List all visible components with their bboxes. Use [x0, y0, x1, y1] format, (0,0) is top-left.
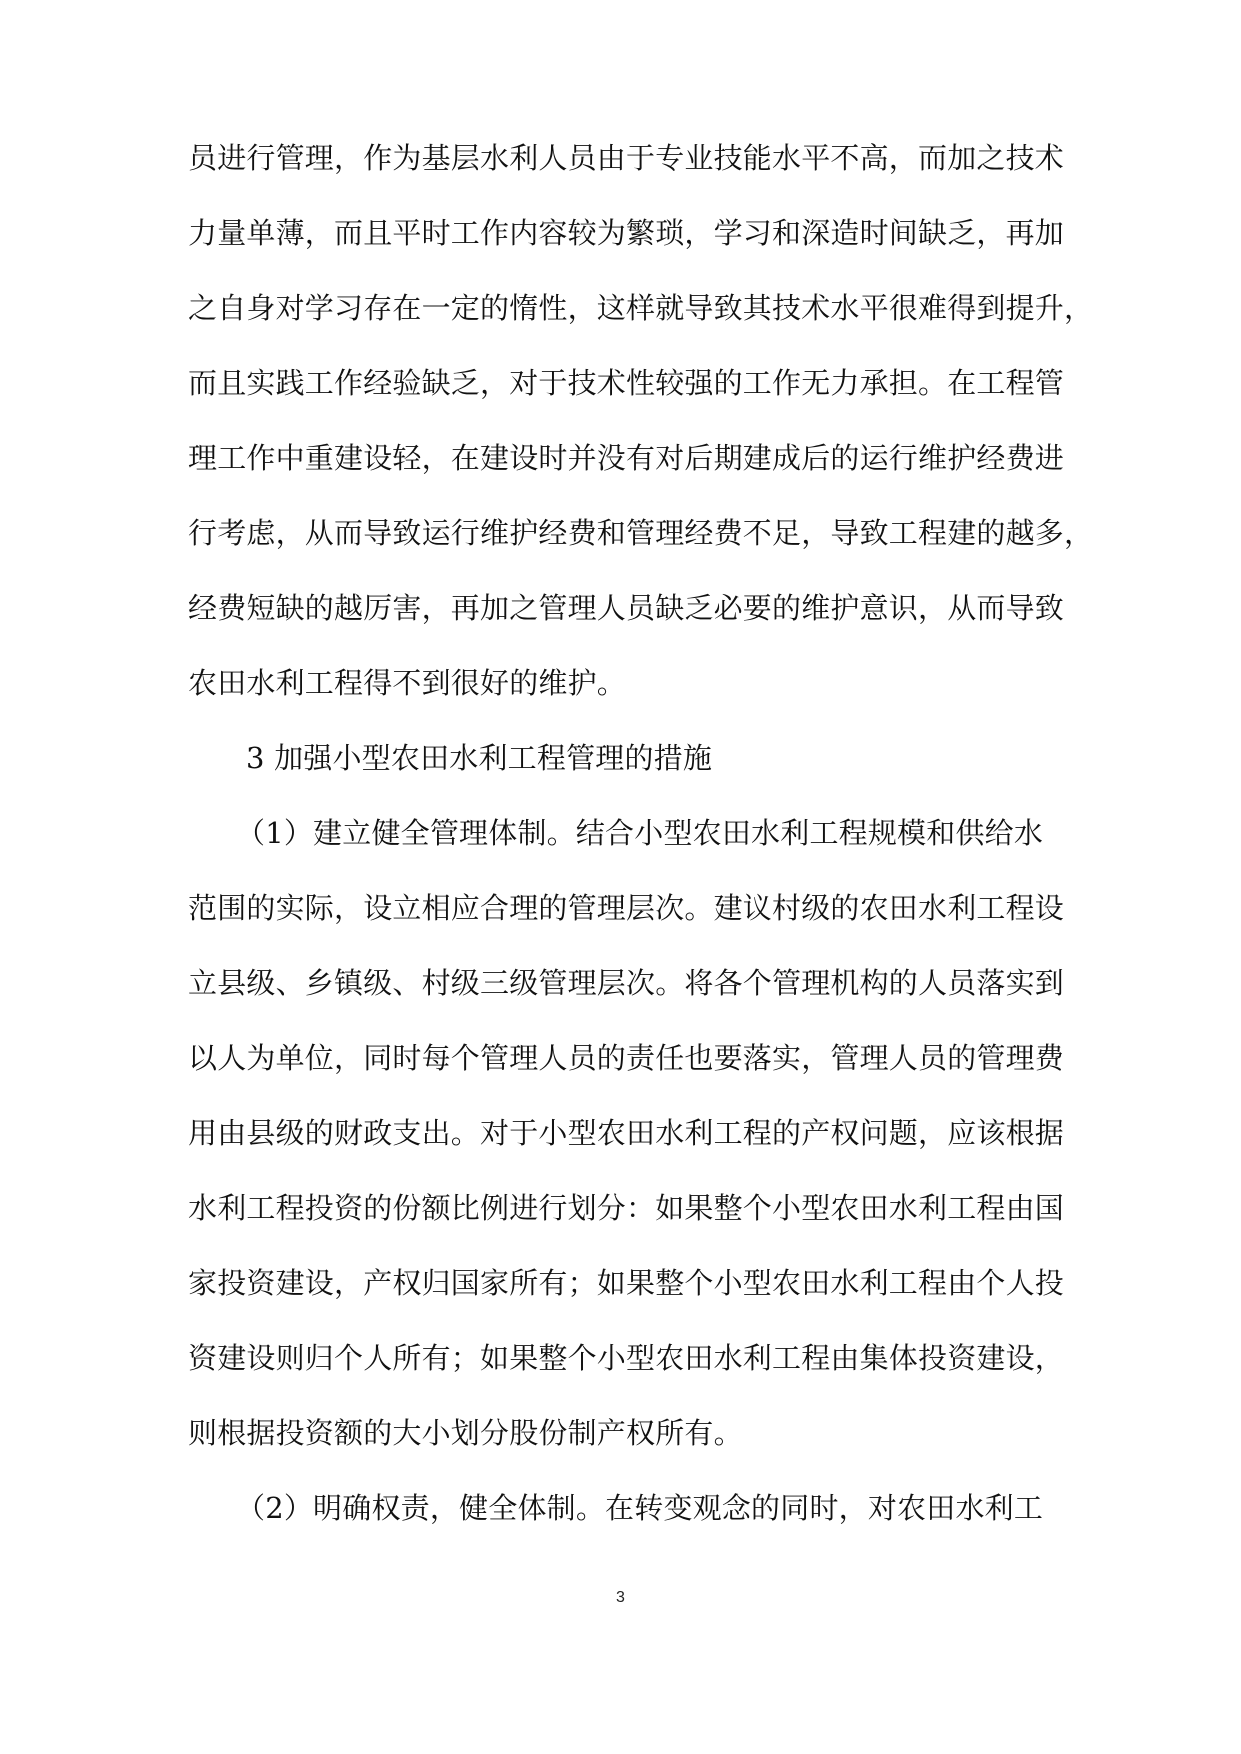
body-line: 力量单薄，而且平时工作内容较为繁琐，学习和深造时间缺乏，再加 [188, 216, 1065, 250]
body-line: 行考虑，从而导致运行维护经费和管理经费不足，导致工程建的越多， [188, 516, 1094, 550]
body-line: 农田水利工程得不到很好的维护。 [188, 666, 627, 700]
body-line: 则根据投资额的大小划分股份制产权所有。 [188, 1416, 743, 1450]
body-line: （1）建立健全管理体制。结合小型农田水利工程规模和供给水 [236, 816, 1044, 850]
body-line: 范围的实际，设立相应合理的管理层次。建议村级的农田水利工程设 [188, 891, 1065, 925]
body-line: （2）明确权责，健全体制。在转变观念的同时，对农田水利工 [236, 1491, 1044, 1525]
body-line: 家投资建设，产权归国家所有；如果整个小型农田水利工程由个人投 [188, 1266, 1065, 1300]
body-line: 而且实践工作经验缺乏，对于技术性较强的工作无力承担。在工程管 [188, 366, 1065, 400]
body-line: 以人为单位，同时每个管理人员的责任也要落实，管理人员的管理费 [188, 1041, 1065, 1075]
section-heading: 3 加强小型农田水利工程管理的措施 [246, 741, 713, 775]
body-line: 理工作中重建设轻，在建设时并没有对后期建成后的运行维护经费进 [188, 441, 1065, 475]
body-line: 水利工程投资的份额比例进行划分：如果整个小型农田水利工程由国 [188, 1191, 1065, 1225]
page-number: 3 [616, 1589, 625, 1606]
body-line: 员进行管理，作为基层水利人员由于专业技能水平不高，而加之技术 [188, 141, 1065, 175]
body-line: 用由县级的财政支出。对于小型农田水利工程的产权问题，应该根据 [188, 1116, 1065, 1150]
body-line: 资建设则归个人所有；如果整个小型农田水利工程由集体投资建设， [188, 1341, 1065, 1375]
body-line: 立县级、乡镇级、村级三级管理层次。将各个管理机构的人员落实到 [188, 966, 1065, 1000]
body-line: 之自身对学习存在一定的惰性，这样就导致其技术水平很难得到提升， [188, 291, 1094, 325]
body-line: 经费短缺的越厉害，再加之管理人员缺乏必要的维护意识，从而导致 [188, 591, 1065, 625]
